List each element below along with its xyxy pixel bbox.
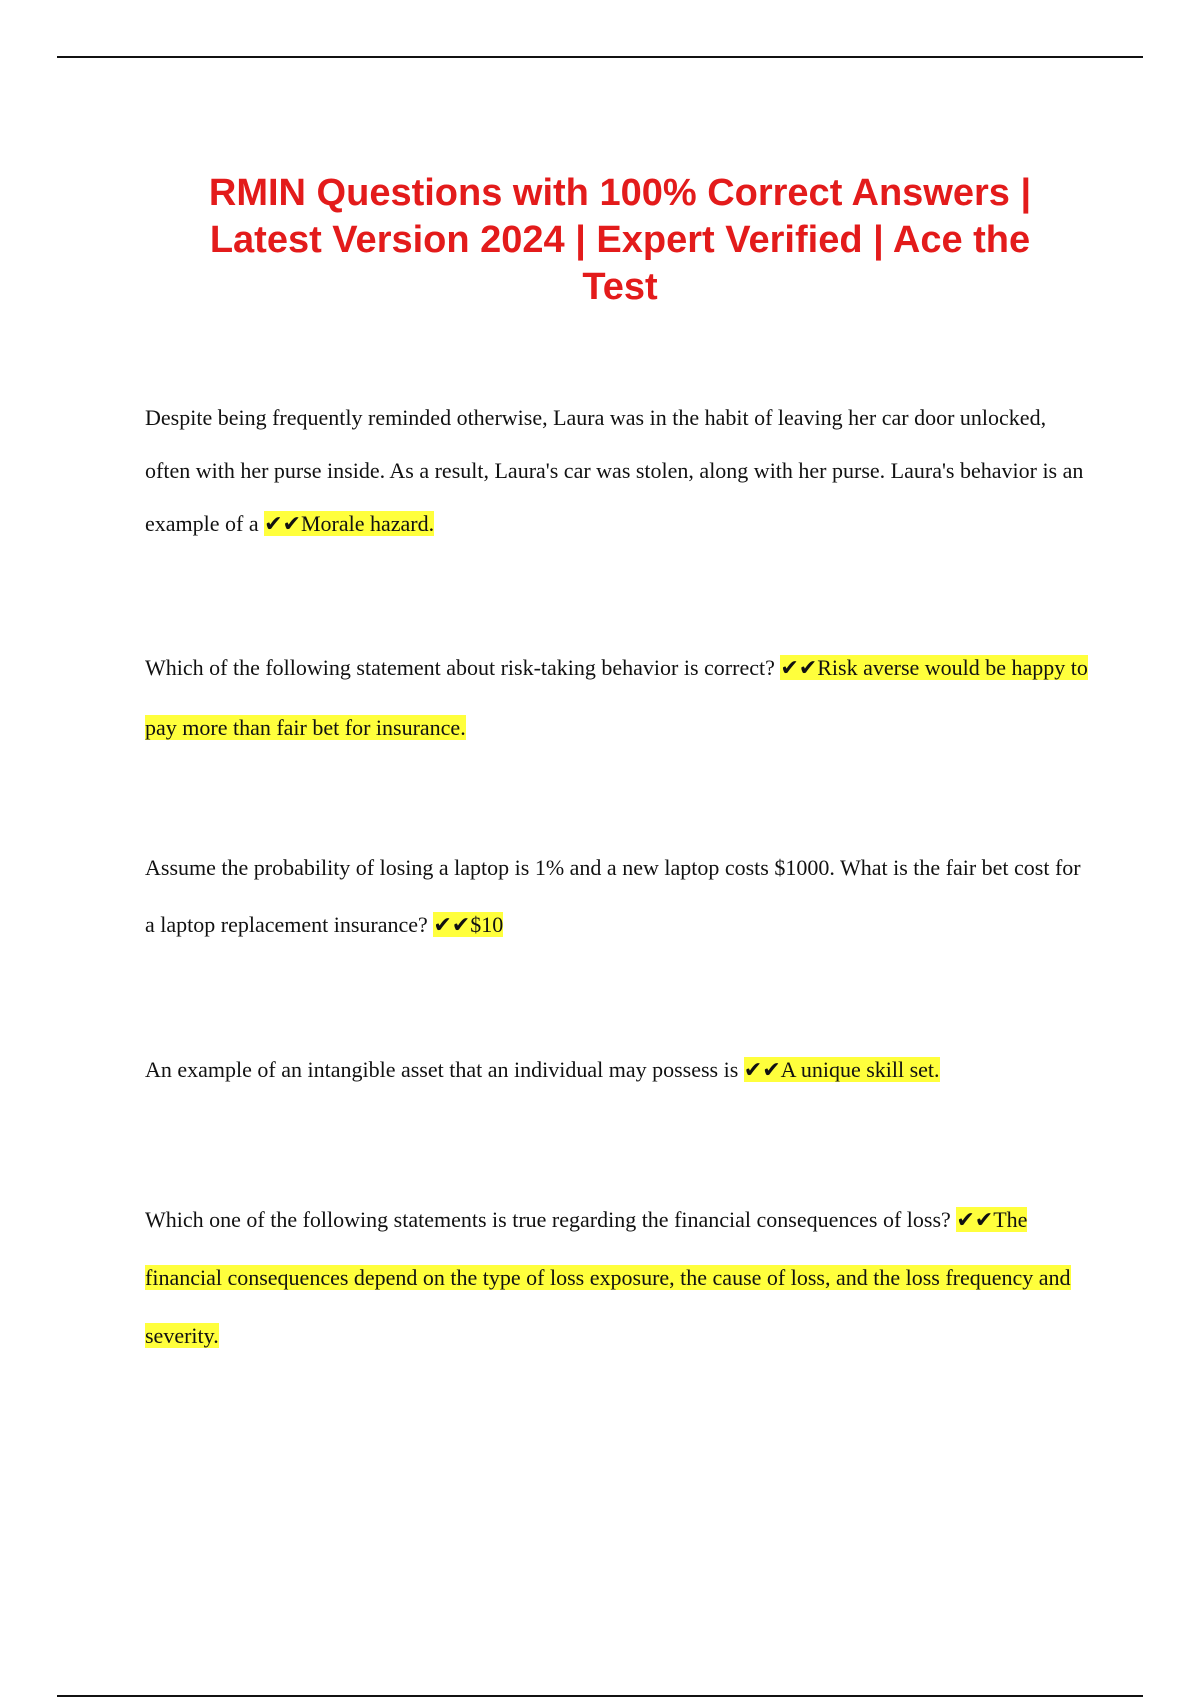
question-text: Assume the probability of losing a laptop is 1% and a new laptop costs $1000. What is the fair bet cost for a laptop replacement insurance?	[145, 855, 1081, 937]
qa-item	[145, 839, 1090, 953]
answer-text: $10	[470, 912, 504, 937]
check-icon: ✔✔	[264, 511, 301, 536]
bottom-rule	[57, 1695, 1143, 1697]
question-text: An example of an intangible asset that an individual may possess is	[145, 1057, 739, 1082]
question-text: Which one of the following statements is true regarding the financial consequences of loss?	[145, 1207, 951, 1232]
qa-item	[145, 638, 1090, 758]
answer-text: Morale hazard.	[300, 511, 435, 536]
answer-text: Risk averse would be happy to pay more than fair bet for insurance.	[145, 655, 1088, 740]
answer-highlight	[264, 511, 434, 536]
document-title: RMIN Questions with 100% Correct Answers | Latest Version 2024 | Expert Verified | Ace the Test	[208, 172, 1032, 309]
check-icon: ✔✔	[433, 912, 471, 937]
question-text: Despite being frequently reminded otherwise, Laura was in the habit of leaving her car door unlocked, often with her purse inside. As a result, Laura's car was stolen, along with her purse. Laura's behavior is an example of a	[145, 405, 1084, 536]
check-icon: ✔✔	[956, 1207, 994, 1232]
question-text: Which of the following statement about risk-taking behavior is correct?	[145, 655, 775, 680]
answer-text: A unique skill set.	[780, 1057, 940, 1082]
qa-item	[145, 391, 1090, 550]
check-icon: ✔✔	[780, 655, 818, 680]
answer-text: The financial consequences depend on the type of loss exposure, the cause of loss, and the loss frequency and severity.	[145, 1207, 1071, 1348]
answer-highlight	[744, 1057, 940, 1082]
qa-item	[145, 1041, 1090, 1098]
answer-highlight	[433, 912, 503, 937]
qa-item	[145, 1191, 1090, 1365]
top-rule	[57, 56, 1143, 58]
check-icon: ✔✔	[743, 1057, 781, 1082]
